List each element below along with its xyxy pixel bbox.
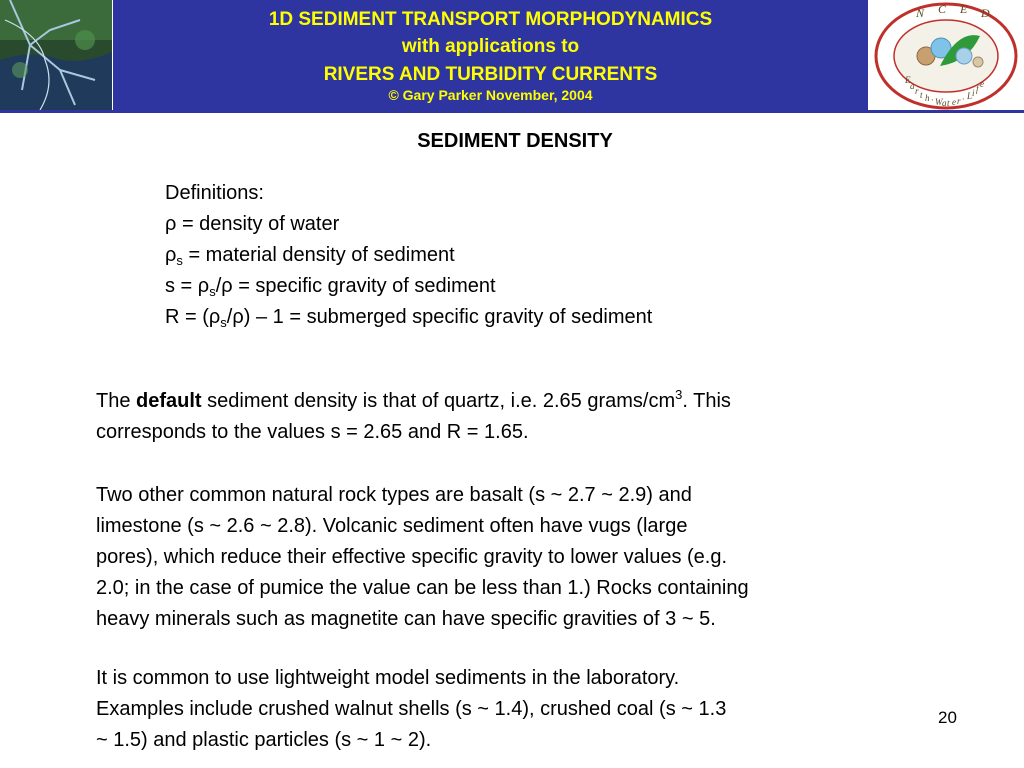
paragraph-line: heavy minerals such as magnetite can have specific gravities of 3 ~ 5. bbox=[96, 608, 716, 630]
slash: / bbox=[215, 275, 222, 297]
logo-motto-char: e bbox=[952, 97, 956, 107]
rho-symbol: ρ bbox=[165, 213, 177, 235]
paragraph-line: It is common to use lightweight model sediments in the laboratory. bbox=[96, 667, 680, 689]
paragraph-line: Two other common natural rock types are basalt (s ~ 2.7 ~ 2.9) and bbox=[96, 484, 692, 506]
rho-symbol: ρ bbox=[221, 275, 233, 297]
text-run: The bbox=[96, 390, 137, 412]
logo-motto-char: i bbox=[972, 88, 975, 98]
header bbox=[0, 0, 1024, 112]
definition-rho-text: = density of water bbox=[176, 213, 340, 235]
logo-motto-char: a bbox=[910, 81, 915, 91]
logo-motto-char: E bbox=[905, 75, 911, 85]
subscript-s: s bbox=[220, 315, 227, 330]
paragraph-line: limestone (s ~ 2.6 ~ 2.8). Volcanic sediment often have vugs (large bbox=[96, 515, 688, 537]
definition-submerged-specific-gravity bbox=[165, 302, 652, 333]
paragraph-line bbox=[96, 386, 956, 417]
logo-motto-char: t bbox=[947, 98, 950, 108]
course-title-line3: RIVERS AND TURBIDITY CURRENTS bbox=[323, 64, 658, 85]
definition-specific-gravity bbox=[165, 271, 652, 302]
subscript-s: s bbox=[176, 253, 183, 268]
rho-symbol: ρ bbox=[197, 275, 210, 297]
definitions-block bbox=[165, 178, 652, 333]
course-title-line2: with applications to bbox=[401, 36, 580, 57]
definition-rho bbox=[165, 209, 652, 240]
ssg-suffix: ) – 1 = submerged specific gravity of sediment bbox=[243, 306, 653, 328]
paragraph-line: Examples include crushed walnut shells (s ~ 1.4), crushed coal (s ~ 1.3 bbox=[96, 698, 727, 720]
logo-letter-d: D bbox=[981, 6, 990, 20]
logo-motto-char: · bbox=[962, 94, 965, 104]
logo-motto-char: W bbox=[935, 97, 943, 107]
subscript-s: s bbox=[209, 284, 216, 299]
logo-motto-char: f bbox=[976, 84, 979, 94]
paragraph-default-density bbox=[96, 386, 956, 448]
rho-symbol: ρ bbox=[232, 306, 244, 328]
sg-prefix: s = bbox=[165, 275, 198, 297]
sg-suffix: = specific gravity of sediment bbox=[232, 275, 496, 297]
nced-logo bbox=[868, 0, 1024, 112]
ssg-prefix: R = ( bbox=[165, 306, 209, 328]
paragraph-line: pores), which reduce their effective specific gravity to lower values (e.g. bbox=[96, 546, 728, 568]
text-run: sediment density is that of quartz, i.e. 2.65 grams/cm bbox=[201, 390, 676, 412]
paragraph-rock-types bbox=[96, 480, 956, 635]
header-divider bbox=[0, 110, 1024, 113]
copyright-line: © Gary Parker November, 2004 bbox=[388, 87, 593, 103]
logo-motto-char: e bbox=[980, 79, 984, 89]
page-number: 20 bbox=[938, 708, 957, 727]
paragraph-model-sediments bbox=[96, 663, 956, 756]
rho-symbol: ρ bbox=[208, 306, 221, 328]
logo-motto-char: h bbox=[925, 93, 930, 103]
river-delta-satellite-image bbox=[0, 0, 112, 110]
course-banner bbox=[113, 0, 868, 110]
rho-symbol: ρ bbox=[165, 244, 177, 266]
logo-motto-char: t bbox=[920, 90, 923, 100]
logo-motto-char: L bbox=[967, 91, 973, 101]
text-run: . This bbox=[682, 390, 731, 412]
logo-motto-char: r bbox=[957, 96, 961, 106]
definition-rho-s bbox=[165, 240, 652, 271]
paragraph-line: ~ 1.5) and plastic particles (s ~ 1 ~ 2). bbox=[96, 729, 432, 751]
logo-motto-char: a bbox=[942, 98, 947, 108]
slide-title: SEDIMENT DENSITY bbox=[417, 130, 613, 152]
logo-motto-char: · bbox=[931, 95, 934, 105]
definition-rho-s-text: = material density of sediment bbox=[182, 244, 455, 266]
definitions-heading: Definitions: bbox=[165, 182, 264, 204]
superscript-3: 3 bbox=[675, 387, 683, 402]
logo-letter-e: E bbox=[960, 2, 968, 16]
course-title-line1: 1D SEDIMENT TRANSPORT MORPHODYNAMICS bbox=[268, 9, 713, 30]
bold-default: default bbox=[136, 390, 202, 412]
slash: / bbox=[226, 306, 233, 328]
logo-letter-c: C bbox=[938, 2, 947, 16]
paragraph-line: corresponds to the values s = 2.65 and R = 1.65. bbox=[96, 421, 529, 443]
logo-letter-n: N bbox=[916, 6, 925, 20]
logo-motto-char: r bbox=[915, 86, 919, 96]
paragraph-line: 2.0; in the case of pumice the value can be less than 1.) Rocks containing bbox=[96, 577, 749, 599]
